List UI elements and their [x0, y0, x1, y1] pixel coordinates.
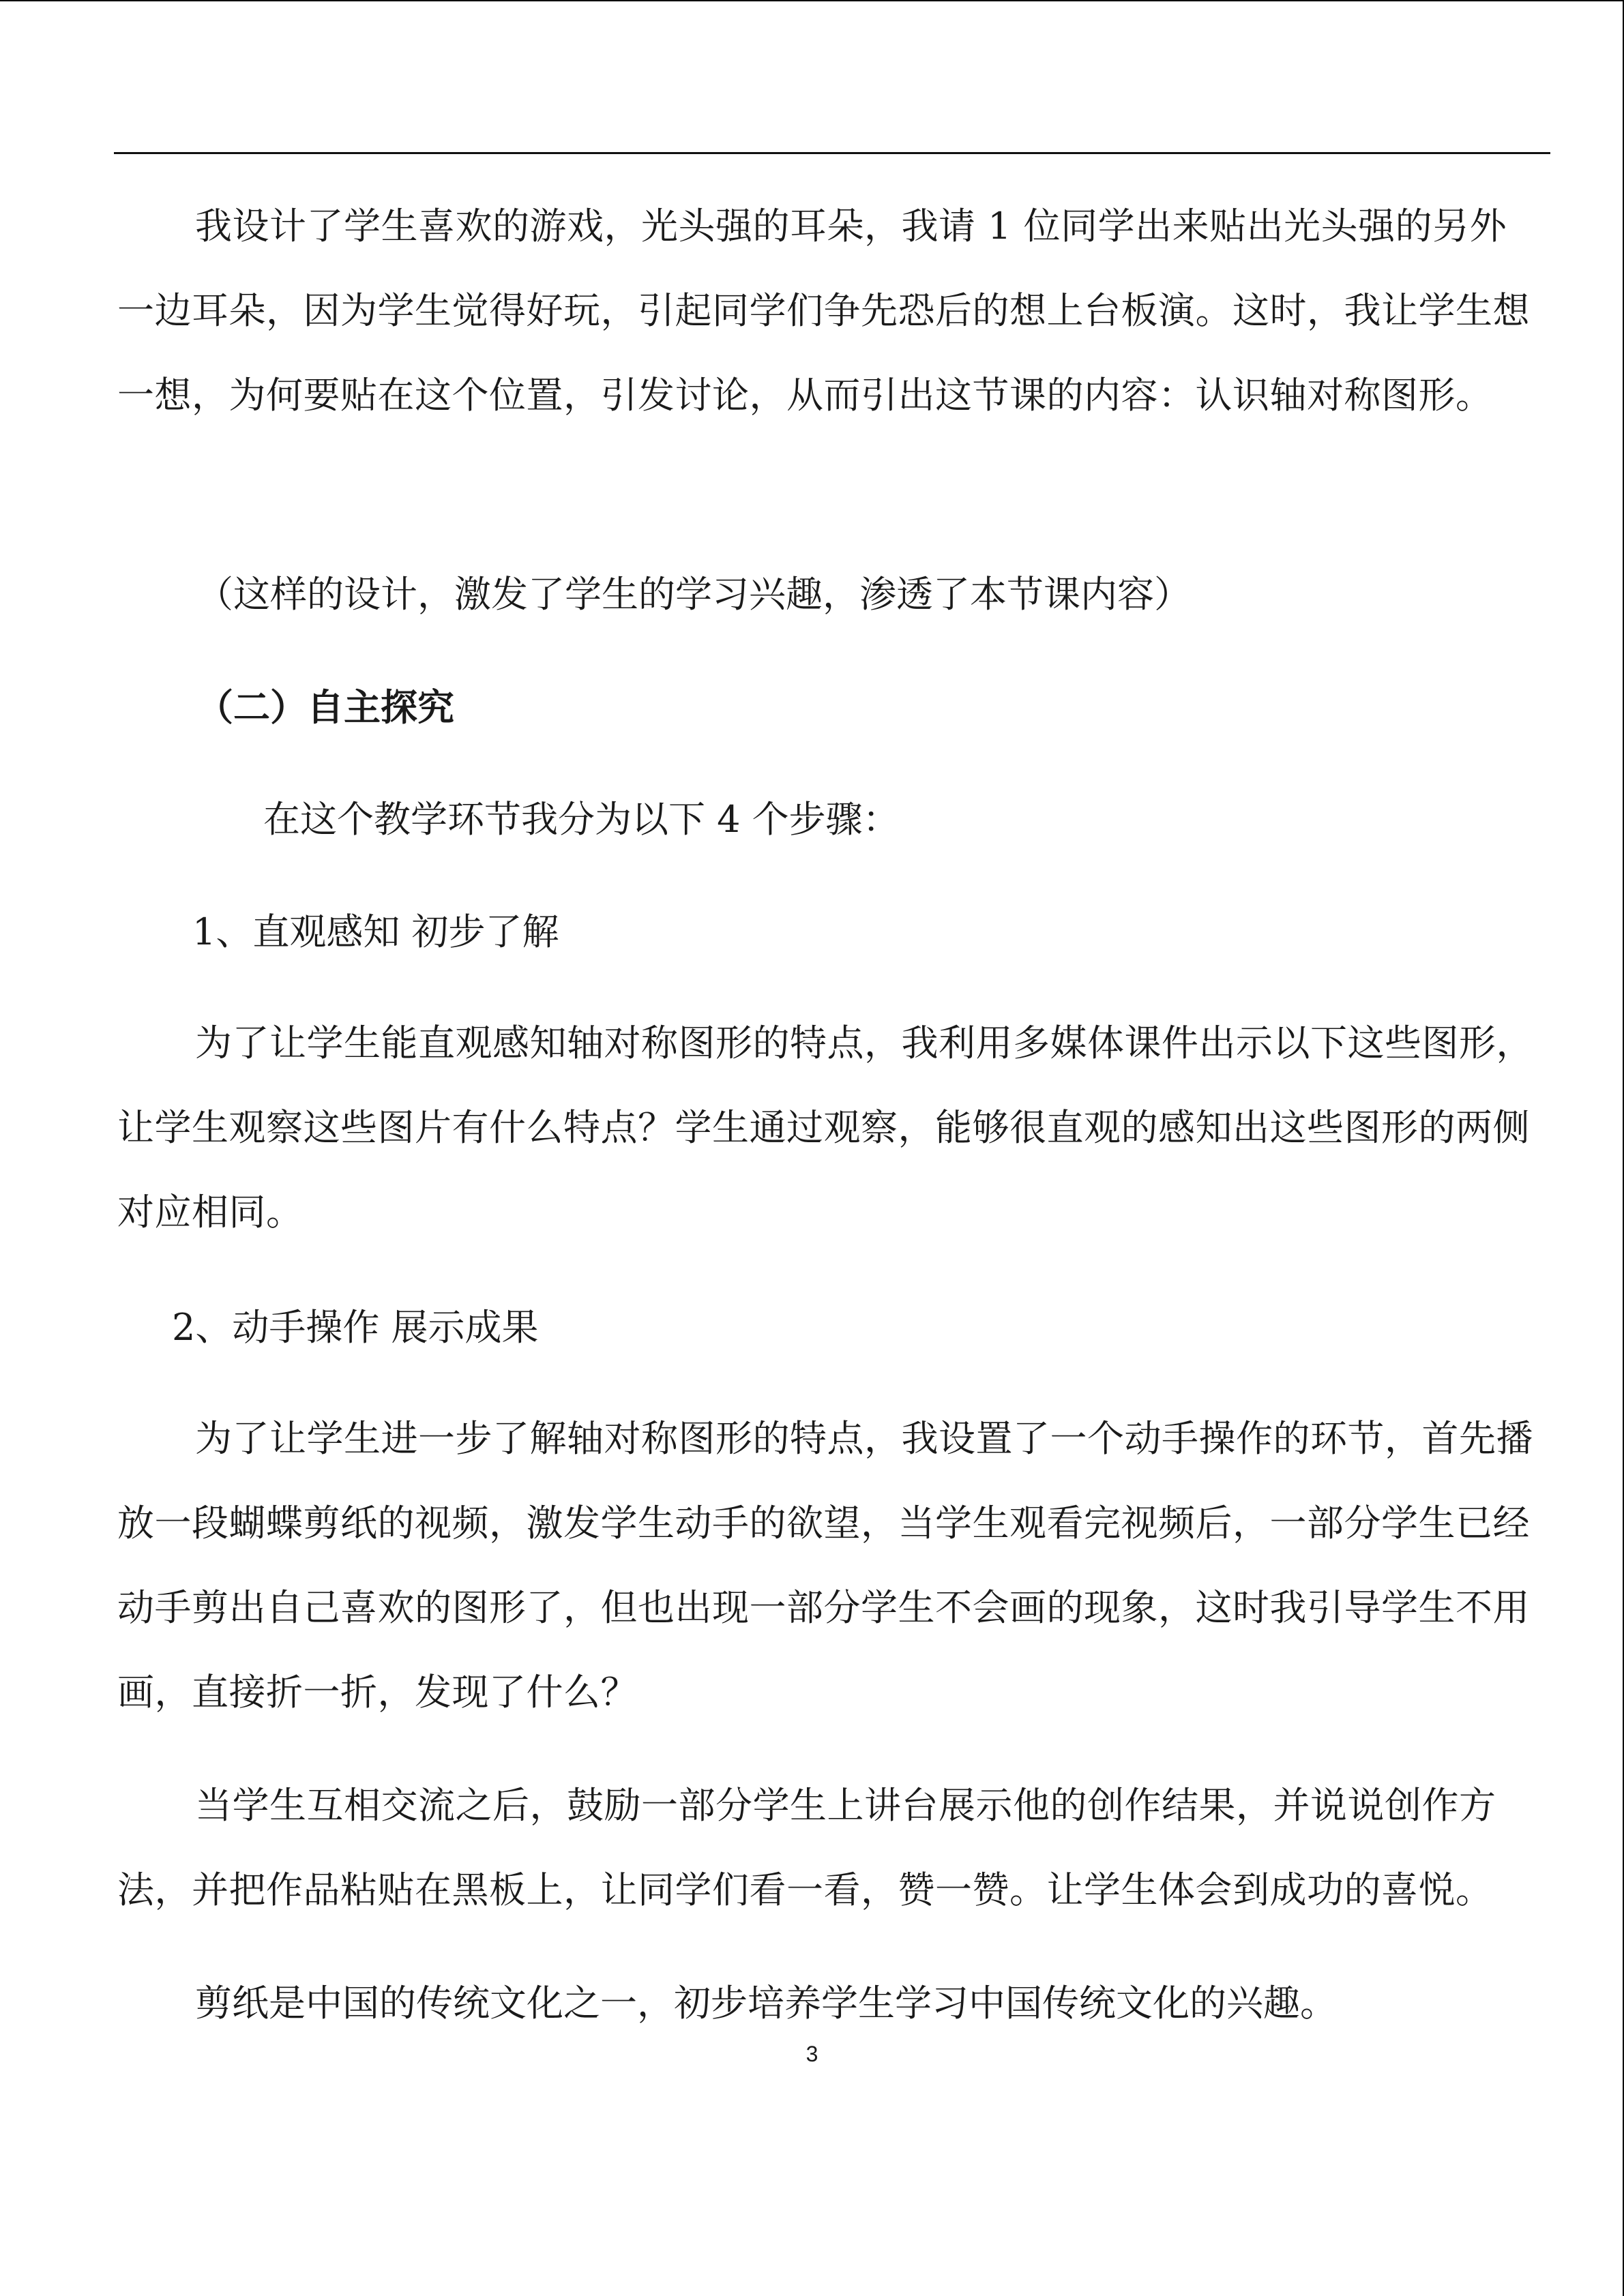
paragraph-sharing: 当学生互相交流之后，鼓励一部分学生上讲台展示他的创作结果，并说说创作方法，并把作品粘贴在黑板上，让同学们看一看，赞一赞。让学生体会到成功的喜悦。	[117, 1784, 1496, 1911]
paragraph-steps-intro: 在这个教学环节我分为以下 4 个步骤：	[263, 798, 900, 841]
subheading-step-1: 1、直观感知 初步了解	[192, 910, 559, 953]
paragraph-intro-game: 我设计了学生喜欢的游戏，光头强的耳朵，我请 1 位同学出来贴出光头强的另外一边耳朵，因为学生觉得好玩，引起同学们争先恐后的想上台板演。这时，我让学生想一想，为何要贴在这个位置，引发讨论，从而引出这节课的内容：认识轴对称图形。	[117, 205, 1530, 417]
subheading-step-2: 2、动手操作 展示成果	[172, 1306, 539, 1349]
paragraph-step-2-detail: 为了让学生进一步了解轴对称图形的特点，我设置了一个动手操作的环节，首先播放一段蝴蝶剪纸的视频，激发学生动手的欲望，当学生观看完视频后，一部分学生已经动手剪出自己喜欢的图形了，但也出现一部分学生不会画的现象，这时我引导学生不用画，直接折一折，发现了什么？	[117, 1417, 1533, 1714]
section-heading-self-exploration: （二）自主探究	[196, 685, 454, 729]
paragraph-design-note: （这样的设计，激发了学生的学习兴趣，渗透了本节课内容）	[196, 573, 1191, 616]
page-number: 3	[806, 2042, 818, 2066]
paragraph-step-1-detail: 为了让学生能直观感知轴对称图形的特点，我利用多媒体课件出示以下这些图形，让学生观察这些图片有什么特点？学生通过观察，能够很直观的感知出这些图形的两侧对应相同。	[117, 1022, 1533, 1234]
header-rule	[114, 152, 1550, 154]
paragraph-paper-cutting: 剪纸是中国的传统文化之一，初步培养学生学习中国传统文化的兴趣。	[195, 1982, 1337, 2025]
